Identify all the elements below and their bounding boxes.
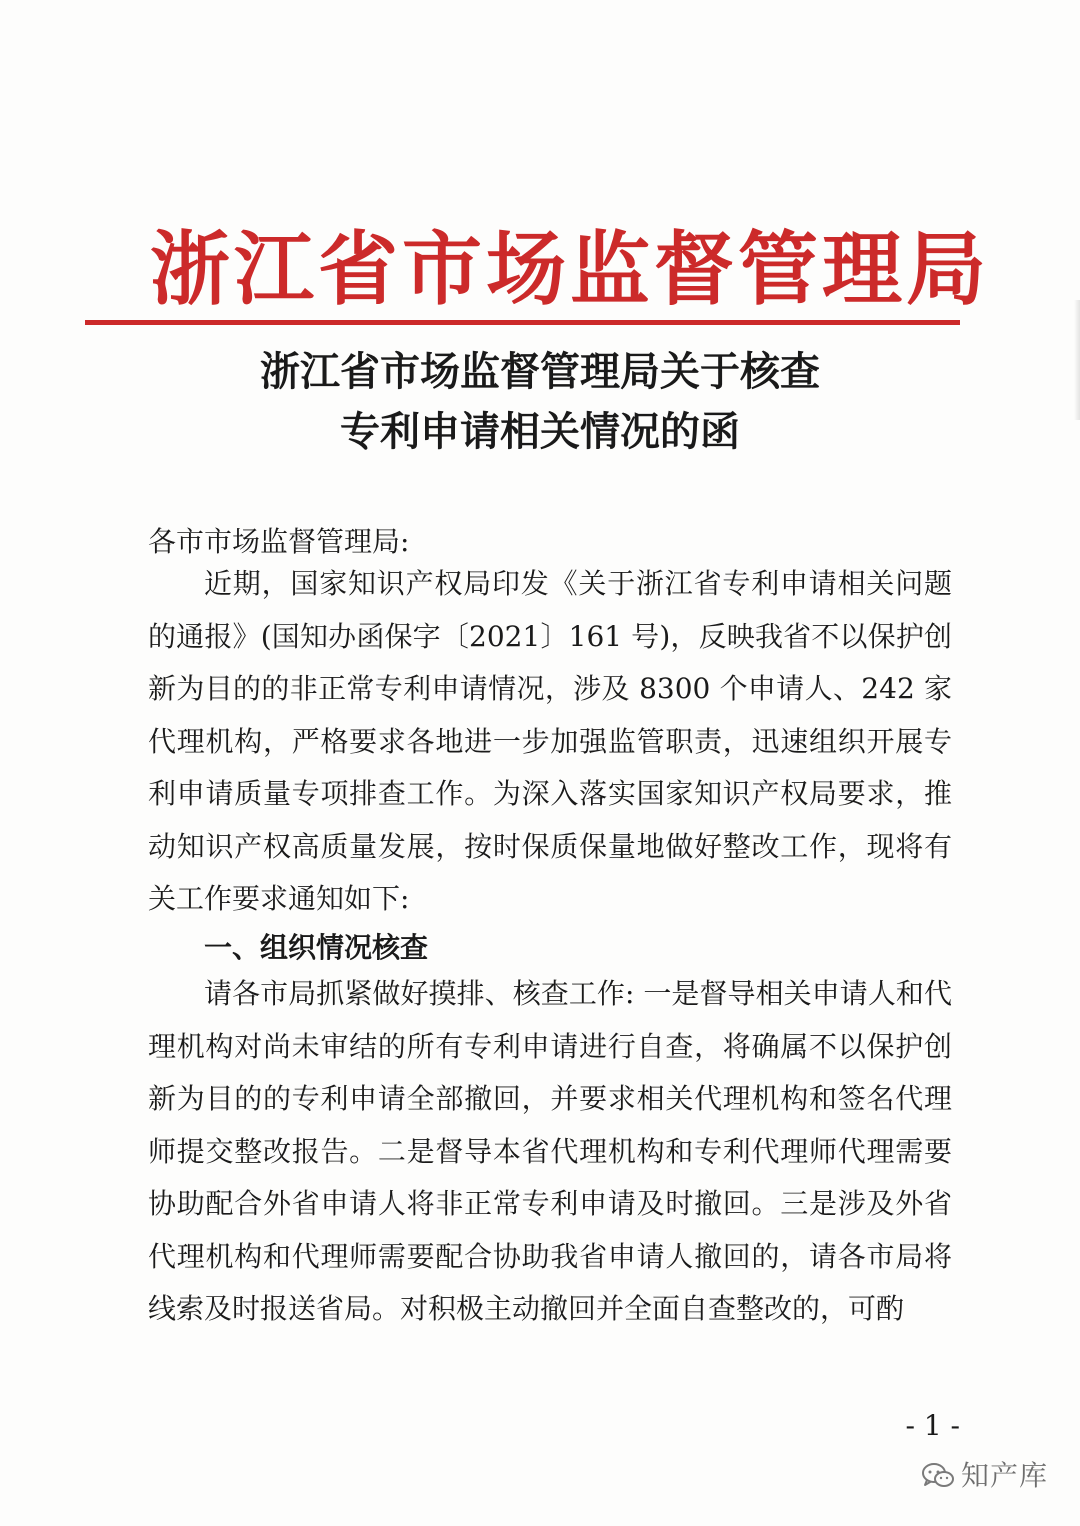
page-number: - 1 - <box>905 1409 960 1442</box>
document-title <box>150 342 930 462</box>
page-edge-shadow <box>1074 300 1080 420</box>
document-title-line-1: 浙江省市场监督管理局关于核查 <box>260 348 820 395</box>
salutation: 各市市场监督管理局: <box>148 525 410 558</box>
wechat-icon <box>921 1462 955 1490</box>
letterhead-red-rule <box>85 320 960 325</box>
body-paragraph-2: 请各市局抓紧做好摸排、核查工作: 一是督导相关申请人和代理机构对尚未审结的所有专利申请进行自查，将确属不以保护创新为目的的专利申请全部撤回，并要求相关代理机构和签名代理师提交整改报告。二是督导本省代理机构和专利代理师代理需要协助配合外省申请人将非正常专利申请及时撤回。三是涉及外省代理机构和代理师需要配合协助我省申请人撤回的，请各市局将线索及时报送省局。对积极主动撤回并全面自查整改的，可酌 <box>148 977 952 1325</box>
watermark-text: 知产库 <box>960 1459 1048 1492</box>
watermark <box>921 1456 1048 1496</box>
body-paragraph-1: 近期，国家知识产权局印发《关于浙江省专利申请相关问题的通报》(国知办函保字〔2021〕161 号)，反映我省不以保护创新为目的的非正常专利申请情况，涉及 8300 个申请人、242 家代理机构，严格要求各地进一步加强监管职责，迅速组织开展专利申请质量专项排查工作。为深入落实国家知识产权局要求，推动知识产权高质量发展，按时保质保量地做好整改工作，现将有关工作要求通知如下: <box>148 567 952 915</box>
document-title-line-2: 专利申请相关情况的函 <box>340 408 740 455</box>
section-heading-1: 一、组织情况核查 <box>204 931 429 964</box>
letterhead-title: 浙江省市场监督管理局 <box>150 223 990 316</box>
